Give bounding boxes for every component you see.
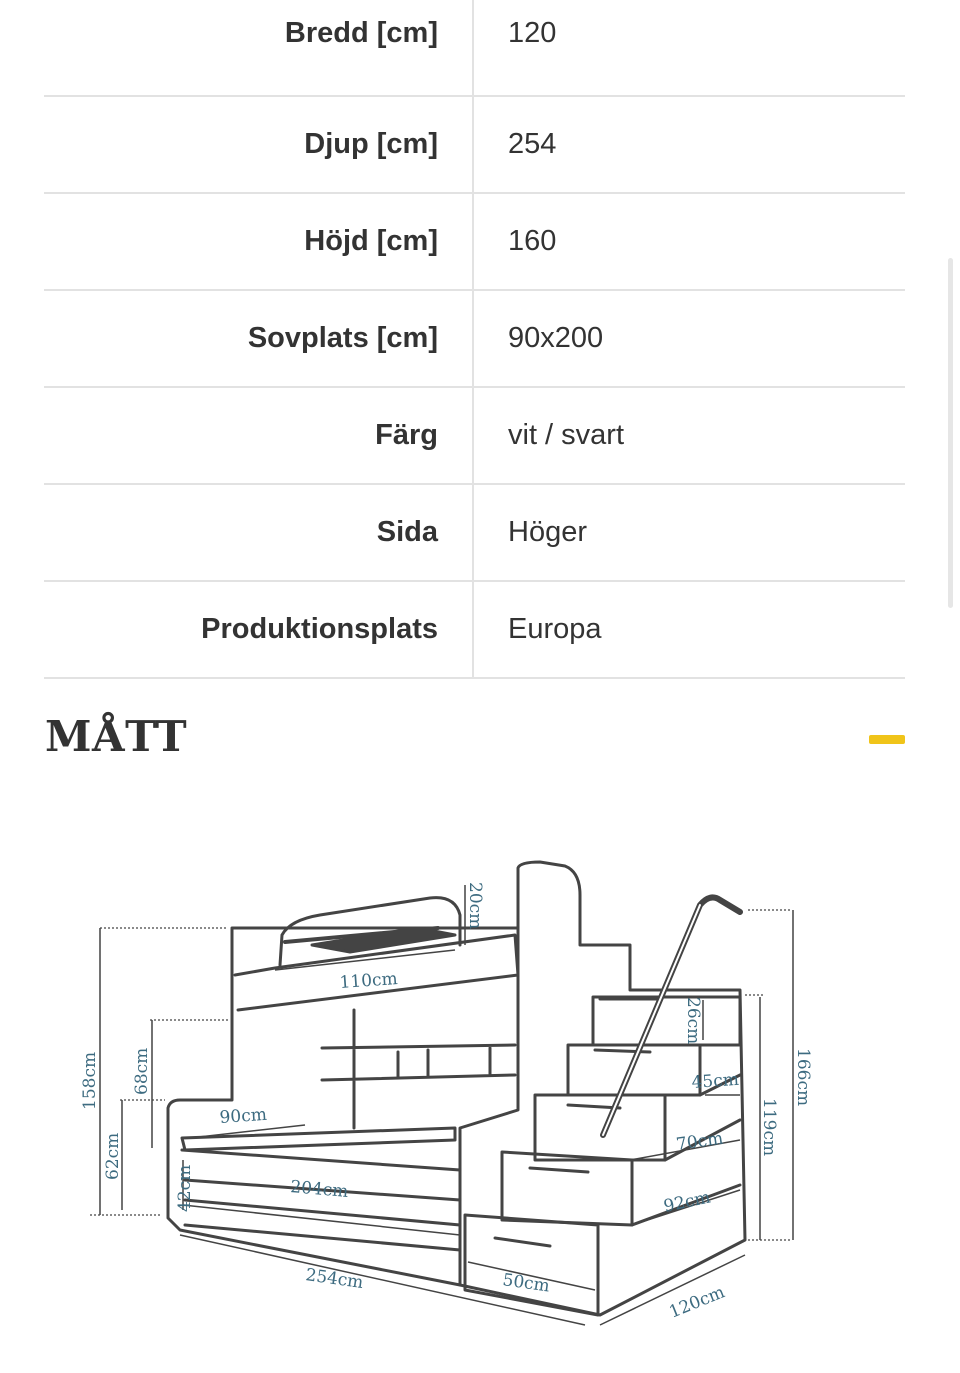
spec-row-color — [44, 388, 905, 485]
dim-26cm: 26cm — [683, 997, 703, 1045]
dimension-lines — [100, 885, 793, 1325]
spec-row-side — [44, 485, 905, 582]
dim-119cm: 119cm — [759, 1098, 779, 1157]
dim-110cm: 110cm — [338, 968, 399, 993]
column-divider — [472, 582, 474, 677]
spec-value: 160 — [508, 225, 557, 257]
column-divider — [472, 194, 474, 289]
dim-50cm: 50cm — [501, 1270, 551, 1297]
spec-value: vit / svart — [508, 419, 625, 451]
spec-row-height — [44, 194, 905, 291]
dim-42cm: 42cm — [175, 1164, 195, 1212]
spec-row-depth — [44, 97, 905, 194]
specs-table — [44, 0, 905, 679]
spec-label: Färg — [375, 419, 438, 451]
spec-label: Produktionsplats — [201, 613, 438, 645]
column-divider — [472, 388, 474, 483]
dim-70cm: 70cm — [674, 1128, 725, 1155]
spec-value: 90x200 — [508, 322, 604, 354]
dimension-guides — [90, 910, 790, 1240]
spec-value: Europa — [508, 613, 602, 645]
scrollbar[interactable] — [948, 258, 953, 608]
spec-label: Bredd [cm] — [284, 17, 438, 49]
collapse-toggle-icon[interactable] — [869, 735, 905, 744]
spec-row-production — [44, 582, 905, 679]
column-divider — [472, 485, 474, 580]
dim-204cm: 204cm — [289, 1177, 350, 1203]
section-title: MÅTT — [45, 712, 188, 761]
spec-row-sleeping-area — [44, 291, 905, 388]
dim-90cm: 90cm — [218, 1104, 268, 1128]
dim-120cm: 120cm — [666, 1282, 728, 1323]
dimension-labels — [80, 882, 813, 1323]
spec-label: Sovplats [cm] — [247, 322, 438, 354]
dim-92cm: 92cm — [661, 1187, 713, 1217]
dim-254cm: 254cm — [304, 1265, 365, 1294]
dim-166cm: 166cm — [793, 1048, 813, 1107]
column-divider — [472, 97, 474, 192]
dim-45cm: 45cm — [690, 1069, 740, 1093]
spec-value: 120 — [508, 17, 557, 49]
spec-row-width — [44, 0, 905, 97]
spec-value: 254 — [508, 128, 557, 160]
spec-label: Djup [cm] — [304, 128, 438, 160]
bed-outline — [168, 862, 745, 1315]
dim-68cm: 68cm — [132, 1047, 152, 1095]
spec-label: Höjd [cm] — [304, 225, 438, 257]
column-divider — [472, 0, 474, 95]
dim-62cm: 62cm — [103, 1132, 123, 1180]
dim-20cm: 20cm — [465, 882, 485, 930]
column-divider — [472, 291, 474, 386]
bed-dimension-diagram — [0, 820, 960, 1340]
spec-label: Sida — [376, 516, 438, 548]
dim-158cm: 158cm — [80, 1051, 100, 1110]
spec-value: Höger — [508, 516, 587, 548]
